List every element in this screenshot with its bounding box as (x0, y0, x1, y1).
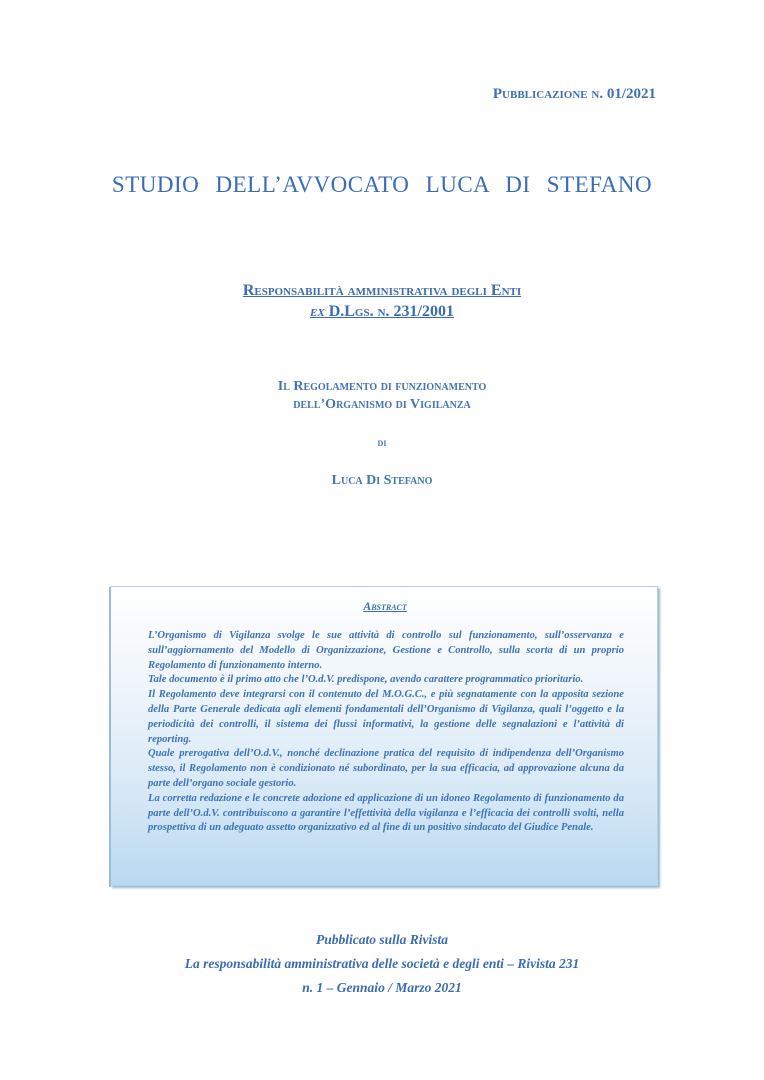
publication-footer (0, 928, 764, 1000)
footer-line-2: La responsabilità amministrativa delle società e degli enti – Rivista 231 (184, 956, 580, 971)
article-title-line-2: dell’Organismo di Vigilanza (293, 397, 471, 412)
article-title (0, 378, 764, 414)
abstract-paragraph: L’Organismo di Vigilanza svolge le sue attività di controllo sul funzionamento, sull’osservanza e sull’aggiornamento del Modello di Organizzazione, Gestione e Controllo, sulla scorta di un proprio Regolamento di funzionamento interno. (148, 630, 624, 671)
abstract-title: Abstract (363, 599, 407, 613)
footer-line-1: Pubblicato sulla Rivista (315, 932, 448, 947)
subject-ex: ex (310, 303, 325, 320)
publication-number: Pubblicazione n. 01/2021 (492, 86, 656, 102)
subject-line-2 (0, 301, 764, 322)
abstract-body (148, 629, 624, 836)
abstract-paragraph: La corretta redazione e le concrete adozione ed applicazione di un idoneo Regolamento di funzionamento da parte dell’O.d.V. contribuiscono a garantire l’effettività della vigilanza e l’efficacia dei controlli svolti, nella prospettiva di un adeguato assetto organizzativo ed al fine di un positivo sindacato del Giudice Penale. (148, 792, 624, 834)
subject-heading (0, 280, 764, 322)
abstract-paragraph: Il Regolamento deve integrarsi con il contenuto del M.O.G.C., e più segnatamente con la apposita sezione della Parte Generale dedicata agli elementi fondamentali dell’Organismo di Vigilanza, quali l’oggetto e la periodicità dei controlli, il sistema dei flussi informativi, la gestione delle segnalazioni e l’attività di reporting. (148, 689, 624, 745)
studio-name: STUDIO DELL’AVVOCATO LUCA DI STEFANO (111, 172, 653, 197)
subject-law: D.Lgs. n. 231/2001 (324, 303, 454, 320)
subject-line-1: Responsabilità amministrativa degli Enti (242, 282, 522, 299)
abstract-box-edge (109, 587, 111, 887)
footer-line-3: n. 1 – Gennaio / Marzo 2021 (302, 980, 462, 995)
by-label: di (377, 435, 387, 449)
abstract-box (110, 586, 658, 886)
author-name: Luca Di Stefano (331, 473, 433, 488)
article-title-line-1: Il Regolamento di funzionamento (277, 379, 487, 394)
abstract-paragraph: Quale prerogativa dell’O.d.V., nonché declinazione pratica del requisito di indipendenza dell’Organismo stesso, il Regolamento non è condizionato né subordinato, per la sua efficacia, ad approvazione alcuna da parte dell’organo sociale gestorio. (148, 748, 624, 789)
abstract-paragraph: Tale documento è il primo atto che l’O.d.V. predispone, avendo carattere programmatico prioritario. (148, 674, 584, 686)
studio-heading (0, 172, 764, 198)
